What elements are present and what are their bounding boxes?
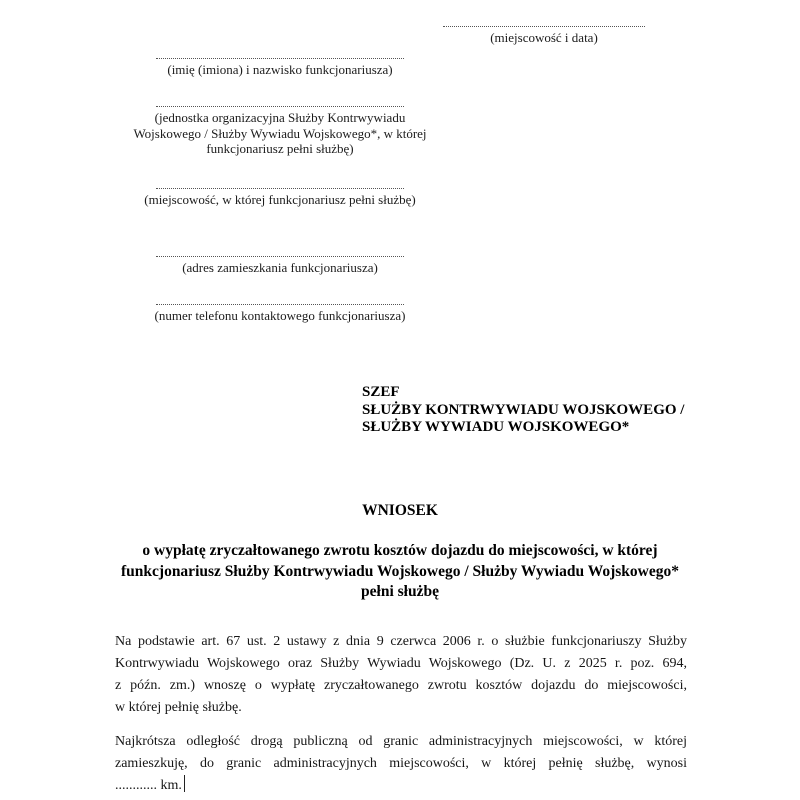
dotted-fill-line[interactable] (156, 302, 404, 305)
duty-location-field (125, 186, 435, 208)
paragraph-legal-basis[interactable] (115, 631, 687, 719)
phone-number-field (125, 302, 435, 324)
paragraph-justified-lines: Najkrótsza odległość drogą publiczną od granic administracyjnych miejscowości, w której zamieszkuję, do granic administracyjnych miejscowości, w której pełnię służbę, wynosi (115, 734, 687, 771)
distance-value-dots: ............ km. (115, 778, 182, 793)
dotted-fill-line[interactable] (156, 186, 404, 189)
paragraph-last-line (115, 775, 687, 797)
officer-name-field (125, 56, 435, 78)
addressee-block: SZEF SŁUŻBY KONTRWYWIADU WOJSKOWEGO / SŁUŻBY WYWIADU WOJSKOWEGO* (362, 384, 685, 435)
field-label: (imię (imiona) i nazwisko funkcjonariusza) (167, 62, 393, 77)
field-label: (adres zamieszkania funkcjonariusza) (182, 260, 378, 275)
dotted-fill-line[interactable] (156, 254, 404, 257)
date-field-label: (miejscowość i data) (490, 30, 598, 45)
org-unit-field (125, 104, 435, 157)
document-subtitle: o wypłatę zryczałtowanego zwrotu kosztów dojazdu do miejscowości, w której funkcjonariusz Służby Kontrwywiadu Wojskowego / Służby Wywiadu Wojskowego* pełni służbę (121, 542, 679, 600)
text-cursor (184, 775, 186, 792)
home-address-field (125, 254, 435, 276)
field-label: (jednostka organizacyjna Służby Kontrwywiadu Wojskowego / Służby Wywiadu Wojskowego*, w której funkcjonariusz pełni służbę) (133, 110, 427, 156)
field-label: (numer telefonu kontaktowego funkcjonariusza) (154, 308, 406, 323)
dotted-fill-line[interactable] (156, 104, 404, 107)
date-location-field (443, 24, 645, 46)
dotted-fill-line[interactable] (156, 56, 404, 59)
paragraph-distance[interactable] (115, 731, 687, 797)
document-title: WNIOSEK (362, 502, 438, 519)
paragraph-last-line: w której pełnię służbę. (115, 700, 242, 715)
paragraph-justified-lines: Na podstawie art. 67 ust. 2 ustawy z dnia 9 czerwca 2006 r. o służbie funkcjonariuszy Służby Kontrwywiadu Wojskowego oraz Służby Wywiadu Wojskowego (Dz. U. z 2025 r. poz. 694, z późn. zm.) wnoszę o wypłatę zryczałtowanego zwrotu kosztów dojazdu do miejscowości, (115, 634, 687, 693)
field-label: (miejscowość, w której funkcjonariusz pełni służbę) (144, 192, 416, 207)
dotted-fill-line[interactable] (443, 24, 645, 27)
